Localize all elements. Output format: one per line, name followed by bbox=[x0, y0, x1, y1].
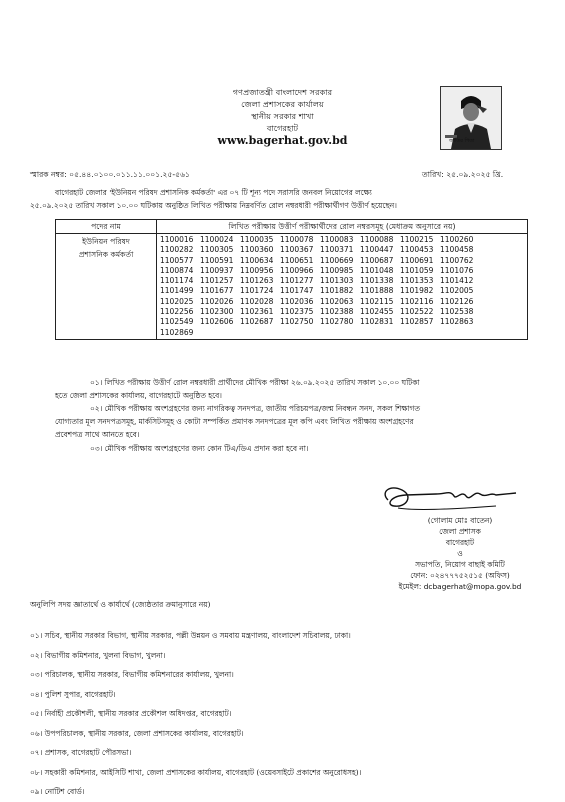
roll-number: 1102361 bbox=[240, 307, 274, 317]
roll-number: 1100447 bbox=[360, 245, 394, 255]
note-3: ০৩। মৌখিক পরীক্ষায় অংশগ্রহণের জন্য কোন টিএ/ডিএ প্রদান করা হবে না। bbox=[90, 444, 309, 453]
roll-number: 1100985 bbox=[320, 265, 354, 275]
note-1-line-2: হতে জেলা প্রশাসকের কার্যালয়, বাগেরহাটে অনুষ্ঠিত হবে। bbox=[55, 391, 222, 400]
header-website: www.bagerhat.gov.bd bbox=[217, 134, 348, 147]
roll-number: 1102375 bbox=[280, 307, 314, 317]
roll-number: 1100367 bbox=[280, 245, 314, 255]
roll-table bbox=[55, 219, 528, 340]
roll-number: 1101048 bbox=[360, 265, 394, 275]
roll-number: 1102538 bbox=[440, 307, 474, 317]
roll-number: 1101499 bbox=[160, 286, 194, 296]
roll-number: 1102025 bbox=[160, 296, 194, 306]
roll-number: 1101303 bbox=[320, 276, 354, 286]
copy-item: ০২। বিভাগীয় কমিশনার, খুলনা বিভাগ, খুলনা। bbox=[30, 650, 166, 660]
roll-number: 1101724 bbox=[240, 286, 274, 296]
copy-item: ০৭। প্রশাসক, বাগেরহাট পৌরসভা। bbox=[30, 748, 132, 757]
roll-number: 1102256 bbox=[160, 307, 194, 317]
roll-row bbox=[160, 286, 524, 296]
roll-row bbox=[160, 266, 524, 276]
roll-number: 1101747 bbox=[280, 286, 314, 296]
roll-number: 1101677 bbox=[200, 286, 234, 296]
roll-number: 1102036 bbox=[280, 296, 314, 306]
copy-item: ০৮। সহকারী কমিশনার, আইসিটি শাখা, জেলা প্রশাসকের কার্যালয়, বাগেরহাট (ওয়েবসাইটে প্রকাশের অনুরোধসহ)। bbox=[30, 767, 362, 777]
roll-number: 1102780 bbox=[320, 317, 354, 327]
roll-number: 1102116 bbox=[400, 296, 434, 306]
copy-heading: অনুলিপি সদয় জ্ঞাতার্থে ও কার্যার্থে (জ্যেষ্ঠতার ক্রমানুসারে নয়) bbox=[30, 600, 211, 609]
roll-number: 1101076 bbox=[440, 265, 474, 275]
roll-number: 1102063 bbox=[320, 296, 354, 306]
copy-item: ০১। সচিব, স্থানীয় সরকার বিভাগ, স্থানীয় সরকার, পল্লী উন্নয়ন ও সমবায় মন্ত্রণালয়, বাংলাদেশ সচিবালয়, ঢাকা। bbox=[30, 631, 351, 640]
col-header-post: পদের নাম bbox=[56, 220, 157, 234]
roll-number: 1100577 bbox=[160, 255, 194, 265]
roll-number: 1102687 bbox=[240, 317, 274, 327]
roll-row bbox=[160, 235, 524, 245]
roll-number: 1100305 bbox=[200, 245, 234, 255]
roll-number: 1101263 bbox=[240, 276, 274, 286]
note-1-line-1: ০১। লিখিত পরীক্ষায় উত্তীর্ণ রোল নম্বরধারী প্রার্থীদের মৌখিক পরীক্ষা ২৬.০৯.২০২৫ তারিখ সকাল ১০.০০ ঘটিকা bbox=[90, 378, 420, 387]
note-2-line-1: ০২। মৌখিক পরীক্ষায় অংশগ্রহণের জন্য নাগরিকত্ব সনদপত্র, জাতীয় পরিচয়পত্র/জন্ম নিবন্ধন সনদ, সকল শিক্ষাগত bbox=[90, 404, 420, 413]
roll-number: 1101338 bbox=[360, 276, 394, 286]
roll-number: 1100215 bbox=[400, 235, 434, 244]
roll-number: 1100937 bbox=[200, 265, 234, 275]
roll-number: 1102026 bbox=[200, 296, 234, 306]
roll-number: 1100669 bbox=[320, 255, 354, 265]
roll-row bbox=[160, 317, 524, 327]
intro-line-2: ২৫.০৯.২০২৫ তারিখ সকাল ১০.০০ ঘটিকায় অনুষ্ঠিত লিখিত পরীক্ষায় নিম্নবর্ণিত রোল নম্বরধারী পরীক্ষার্থীগণ উত্তীর্ণ হয়েছেন। bbox=[30, 201, 397, 210]
roll-numbers-cell bbox=[157, 234, 528, 340]
roll-number: 1100591 bbox=[200, 255, 234, 265]
roll-number: 1100083 bbox=[320, 235, 354, 244]
roll-number: 1101353 bbox=[400, 276, 434, 286]
roll-row bbox=[160, 307, 524, 317]
roll-number: 1102115 bbox=[360, 296, 394, 306]
roll-number: 1101888 bbox=[360, 286, 394, 296]
roll-number: 1102606 bbox=[200, 317, 234, 327]
col-header-rolls: লিখিত পরীক্ষায় উত্তীর্ণ পরীক্ষার্থীদের রোল নম্বরসমূহ (মেধাক্রম অনুসারে নয়) bbox=[157, 220, 528, 234]
roll-number: 1100458 bbox=[440, 245, 474, 255]
note-2-line-3: প্রবেশপত্র সাথে আনতে হবে। bbox=[55, 430, 140, 439]
post-name-line-1: ইউনিয়ন পরিষদ bbox=[82, 237, 130, 246]
roll-number: 1101882 bbox=[320, 286, 354, 296]
roll-number: 1102549 bbox=[160, 317, 194, 327]
post-name-line-2: প্রশাসনিক কর্মকর্তা bbox=[78, 250, 134, 259]
portrait-caption: জাতির পিতা bbox=[449, 138, 475, 144]
signatory-name: (গোলাম মোঃ বাতেন) bbox=[427, 516, 493, 525]
roll-number: 1102869 bbox=[160, 327, 194, 337]
roll-number: 1100360 bbox=[240, 245, 274, 255]
header-line-govt: গণপ্রজাতন্ত্রী বাংলাদেশ সরকার bbox=[232, 87, 333, 97]
signatory-and: ও bbox=[457, 549, 463, 558]
roll-grid bbox=[160, 235, 524, 338]
copy-list bbox=[30, 626, 361, 802]
roll-number: 1101982 bbox=[400, 286, 434, 296]
copy-item: ০৫। নির্বাহী প্রকৌশলী, স্থানীয় সরকার প্রকৌশল অধিদপ্তর, বাগেরহাট। bbox=[30, 709, 232, 718]
roll-number: 1100035 bbox=[240, 235, 274, 244]
header-line-branch: স্থানীয় সরকার শাখা bbox=[251, 111, 314, 121]
copy-item: ০৬। উপপরিচালক, স্থানীয় সরকার, জেলা প্রশাসকের কার্যালয়, বাগেরহাট। bbox=[30, 728, 244, 738]
roll-row bbox=[160, 256, 524, 266]
roll-number: 1100453 bbox=[400, 245, 434, 255]
roll-number: 1100078 bbox=[280, 235, 314, 244]
roll-number: 1102300 bbox=[200, 307, 234, 317]
roll-number: 1101277 bbox=[280, 276, 314, 286]
roll-number: 1102126 bbox=[440, 296, 474, 306]
roll-number: 1102455 bbox=[360, 307, 394, 317]
roll-number: 1100088 bbox=[360, 235, 394, 244]
memo-number: স্মারক নম্বর: ০৫.৪৪.০১০০.০১১.১১.০০১.২৫-৫৬১ bbox=[30, 170, 190, 179]
signatory-email: ইমেইল: dcbagerhat@mopa.gov.bd bbox=[398, 582, 522, 591]
roll-number: 1100956 bbox=[240, 265, 274, 275]
post-name-cell bbox=[56, 234, 157, 340]
roll-row bbox=[160, 297, 524, 307]
roll-number: 1101059 bbox=[400, 265, 434, 275]
signatory-district: বাগেরহাট bbox=[445, 538, 475, 547]
roll-number: 1100762 bbox=[440, 255, 474, 265]
roll-number: 1100282 bbox=[160, 245, 194, 255]
roll-number: 1100024 bbox=[200, 235, 234, 244]
roll-number: 1100687 bbox=[360, 255, 394, 265]
header-line-office: জেলা প্রশাসকের কার্যালয় bbox=[241, 99, 324, 109]
roll-number: 1101174 bbox=[160, 276, 194, 286]
signatory-committee: সভাপতি, নিয়োগ বাছাই কমিটি bbox=[415, 560, 505, 569]
roll-number: 1102388 bbox=[320, 307, 354, 317]
roll-number: 1101412 bbox=[440, 276, 474, 286]
roll-row bbox=[160, 245, 524, 255]
roll-number: 1101257 bbox=[200, 276, 234, 286]
roll-number: 1102005 bbox=[440, 286, 474, 296]
roll-number: 1100874 bbox=[160, 265, 194, 275]
roll-number: 1102750 bbox=[280, 317, 314, 327]
roll-number: 1100651 bbox=[280, 255, 314, 265]
roll-number: 1100371 bbox=[320, 245, 354, 255]
copy-item: ০৯। নোটিশ বোর্ড। bbox=[30, 787, 85, 796]
roll-number: 1100260 bbox=[440, 235, 474, 244]
copy-item: ০৩। পরিচালক, স্থানীয় সরকার, বিভাগীয় কমিশনারের কার্যালয়, খুলনা। bbox=[30, 670, 234, 679]
roll-number: 1100634 bbox=[240, 255, 274, 265]
roll-number: 1102028 bbox=[240, 296, 274, 306]
note-2-line-2: যোগ্যতার মূল সনদপত্রসমূহ, মার্কসিটসমূহ ও কোটা সম্পর্কিত প্রমাণক সনদপত্রের মূল কপি এবং লিখিত পরীক্ষায় অংশগ্রহণের bbox=[55, 417, 414, 426]
roll-number: 1102863 bbox=[440, 317, 474, 327]
copy-item: ০৪। পুলিশ সুপার, বাগেরহাট। bbox=[30, 689, 116, 699]
roll-number: 1102857 bbox=[400, 317, 434, 327]
memo-date: তারিখ: ২৫.০৯.২০২৫ খ্রি. bbox=[422, 170, 504, 179]
roll-number: 1102522 bbox=[400, 307, 434, 317]
roll-number: 1100966 bbox=[280, 265, 314, 275]
signatory-title: জেলা প্রশাসক bbox=[439, 527, 481, 536]
signature-block bbox=[380, 515, 540, 592]
roll-number: 1100016 bbox=[160, 235, 194, 244]
intro-line-1: বাগেরহাট জেলার 'ইউনিয়ন পরিষদ প্রশাসনিক কর্মকর্তা' এর ০৭ টি শূন্য পদে সরাসরি জনবল নিয়োগের লক্ষ্যে bbox=[55, 188, 372, 197]
header-line-district: বাগেরহাট bbox=[266, 123, 299, 133]
roll-row bbox=[160, 328, 524, 338]
roll-row bbox=[160, 276, 524, 286]
signatory-phone: ফোন: ০২৪৭৭৭৫২৫১৫ (অফিস) bbox=[410, 571, 510, 580]
roll-number: 1100691 bbox=[400, 255, 434, 265]
roll-number: 1102831 bbox=[360, 317, 394, 327]
